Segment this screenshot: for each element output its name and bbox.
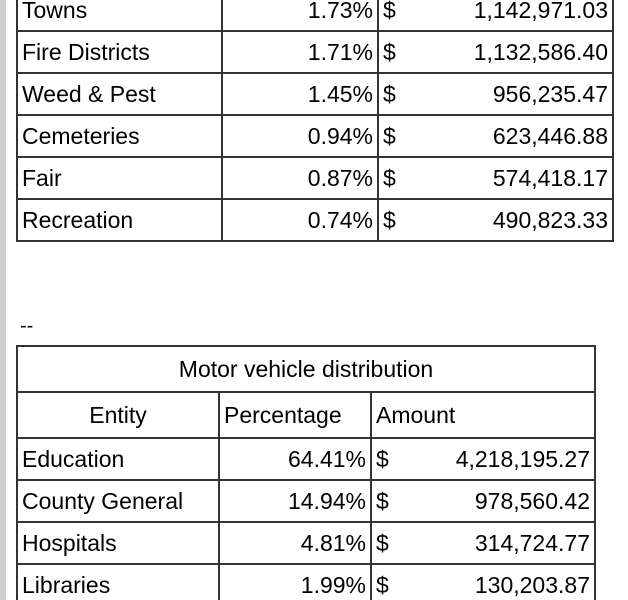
currency-cell: $ bbox=[371, 480, 409, 522]
amount-cell: 1,132,586.40 bbox=[416, 31, 613, 73]
amount-cell: 978,560.42 bbox=[409, 480, 595, 522]
percentage-cell: 1.71% bbox=[222, 31, 378, 73]
entity-cell: Hospitals bbox=[17, 522, 219, 564]
table-row bbox=[17, 438, 595, 480]
percentage-cell: 4.81% bbox=[219, 522, 371, 564]
amount-cell: 130,203.87 bbox=[409, 564, 595, 600]
percentage-cell: 0.74% bbox=[222, 199, 378, 241]
percentage-cell: 14.94% bbox=[219, 480, 371, 522]
percentage-cell: 1.99% bbox=[219, 564, 371, 600]
table-row bbox=[17, 115, 613, 157]
table-row bbox=[17, 157, 613, 199]
motor-vehicle-distribution-table bbox=[16, 345, 596, 600]
table-title-row bbox=[17, 346, 595, 392]
entity-cell: Education bbox=[17, 438, 219, 480]
currency-cell: $ bbox=[378, 199, 416, 241]
percentage-cell: 0.87% bbox=[222, 157, 378, 199]
currency-cell: $ bbox=[378, 157, 416, 199]
entity-cell: Fair bbox=[17, 157, 222, 199]
table-row bbox=[17, 73, 613, 115]
table-row bbox=[17, 31, 613, 73]
entity-cell: Towns bbox=[17, 0, 222, 31]
table-row bbox=[17, 0, 613, 31]
currency-cell: $ bbox=[371, 522, 409, 564]
currency-cell: $ bbox=[371, 438, 409, 480]
amount-cell: 574,418.17 bbox=[416, 157, 613, 199]
table-row bbox=[17, 199, 613, 241]
currency-cell: $ bbox=[378, 0, 416, 31]
header-entity: Entity bbox=[17, 392, 219, 438]
percentage-cell: 1.73% bbox=[222, 0, 378, 31]
table-row bbox=[17, 522, 595, 564]
amount-cell: 314,724.77 bbox=[409, 522, 595, 564]
amount-cell: 956,235.47 bbox=[416, 73, 613, 115]
entity-cell: Libraries bbox=[17, 564, 219, 600]
percentage-cell: 64.41% bbox=[219, 438, 371, 480]
entity-cell: Fire Districts bbox=[17, 31, 222, 73]
entity-cell: County General bbox=[17, 480, 219, 522]
header-percentage: Percentage bbox=[219, 392, 371, 438]
header-amount: Amount bbox=[371, 392, 595, 438]
currency-cell: $ bbox=[378, 73, 416, 115]
amount-cell: 623,446.88 bbox=[416, 115, 613, 157]
table-header-row bbox=[17, 392, 595, 438]
table-row bbox=[17, 564, 595, 600]
currency-cell: $ bbox=[378, 115, 416, 157]
percentage-cell: 1.45% bbox=[222, 73, 378, 115]
entity-cell: Weed & Pest bbox=[17, 73, 222, 115]
entity-cell: Recreation bbox=[17, 199, 222, 241]
entity-cell: Cemeteries bbox=[17, 115, 222, 157]
distribution-table-top bbox=[16, 0, 614, 242]
left-edge-divider bbox=[0, 0, 6, 600]
currency-cell: $ bbox=[371, 564, 409, 600]
currency-cell: $ bbox=[378, 31, 416, 73]
section-separator: -- bbox=[20, 315, 34, 337]
amount-cell: 490,823.33 bbox=[416, 199, 613, 241]
table-row bbox=[17, 480, 595, 522]
table-title: Motor vehicle distribution bbox=[17, 346, 595, 392]
amount-cell: 4,218,195.27 bbox=[409, 438, 595, 480]
percentage-cell: 0.94% bbox=[222, 115, 378, 157]
amount-cell: 1,142,971.03 bbox=[416, 0, 613, 31]
